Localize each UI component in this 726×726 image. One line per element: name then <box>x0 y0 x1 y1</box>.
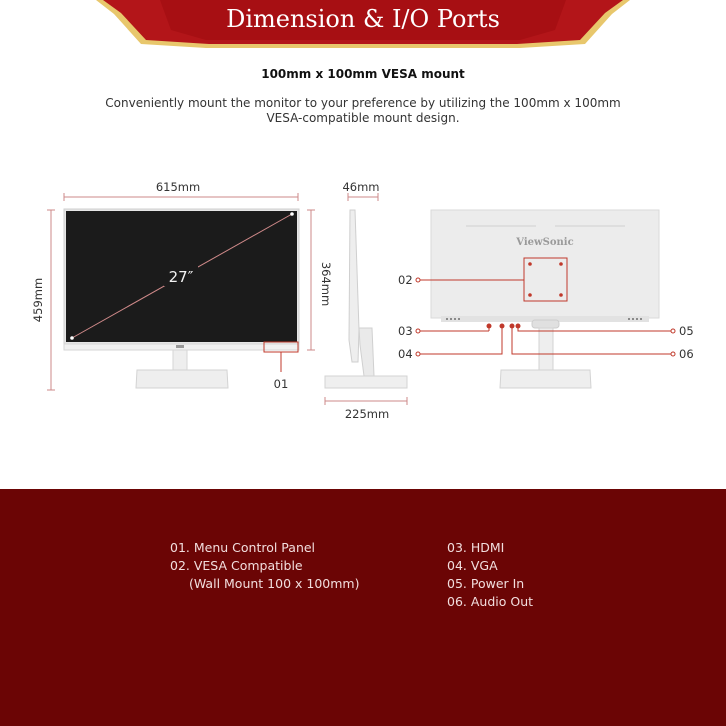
vesa-description-line-1: Conveniently mount the monitor to your preference by utilizing the 100mm x 100mm <box>105 96 621 110</box>
dimension-diagram <box>0 170 726 430</box>
port-legend-item: 02. VESA Compatible <box>170 558 303 573</box>
port-legend-item: 05. Power In <box>447 576 525 591</box>
port-legend-item: 01. Menu Control Panel <box>170 540 316 555</box>
callout-02-label: 02 <box>398 273 413 287</box>
callout-05-label: 05 <box>679 324 694 338</box>
port-legend-item: 04. VGA <box>447 558 498 573</box>
side-depth-label: 46mm <box>342 180 380 194</box>
page-title: Dimension & I/O Ports <box>226 5 500 33</box>
port-legend-panel <box>0 489 726 726</box>
port-legend-item: 03. HDMI <box>447 540 505 555</box>
diagonal-size-label: 27″ <box>168 268 194 286</box>
port-legend-item: 06. Audio Out <box>447 594 534 609</box>
side-base-depth-label: 225mm <box>344 407 390 421</box>
brand-logo: ViewSonic <box>516 237 574 248</box>
front-view <box>31 180 333 391</box>
callout-03-label: 03 <box>398 324 413 338</box>
vesa-description <box>103 96 623 126</box>
vesa-description-line-2: VESA-compatible mount design. <box>266 111 460 125</box>
front-width-label: 615mm <box>155 180 201 194</box>
port-legend-note: (Wall Mount 100 x 100mm) <box>189 576 360 591</box>
callout-01-label: 01 <box>273 377 289 391</box>
front-screen-height-label: 364mm <box>319 261 333 307</box>
back-view <box>398 210 694 388</box>
side-view <box>325 180 407 421</box>
callout-04-label: 04 <box>398 347 413 361</box>
callout-06-label: 06 <box>679 347 694 361</box>
vesa-heading: 100mm x 100mm VESA mount <box>261 67 465 81</box>
front-total-height-label: 459mm <box>31 277 45 323</box>
